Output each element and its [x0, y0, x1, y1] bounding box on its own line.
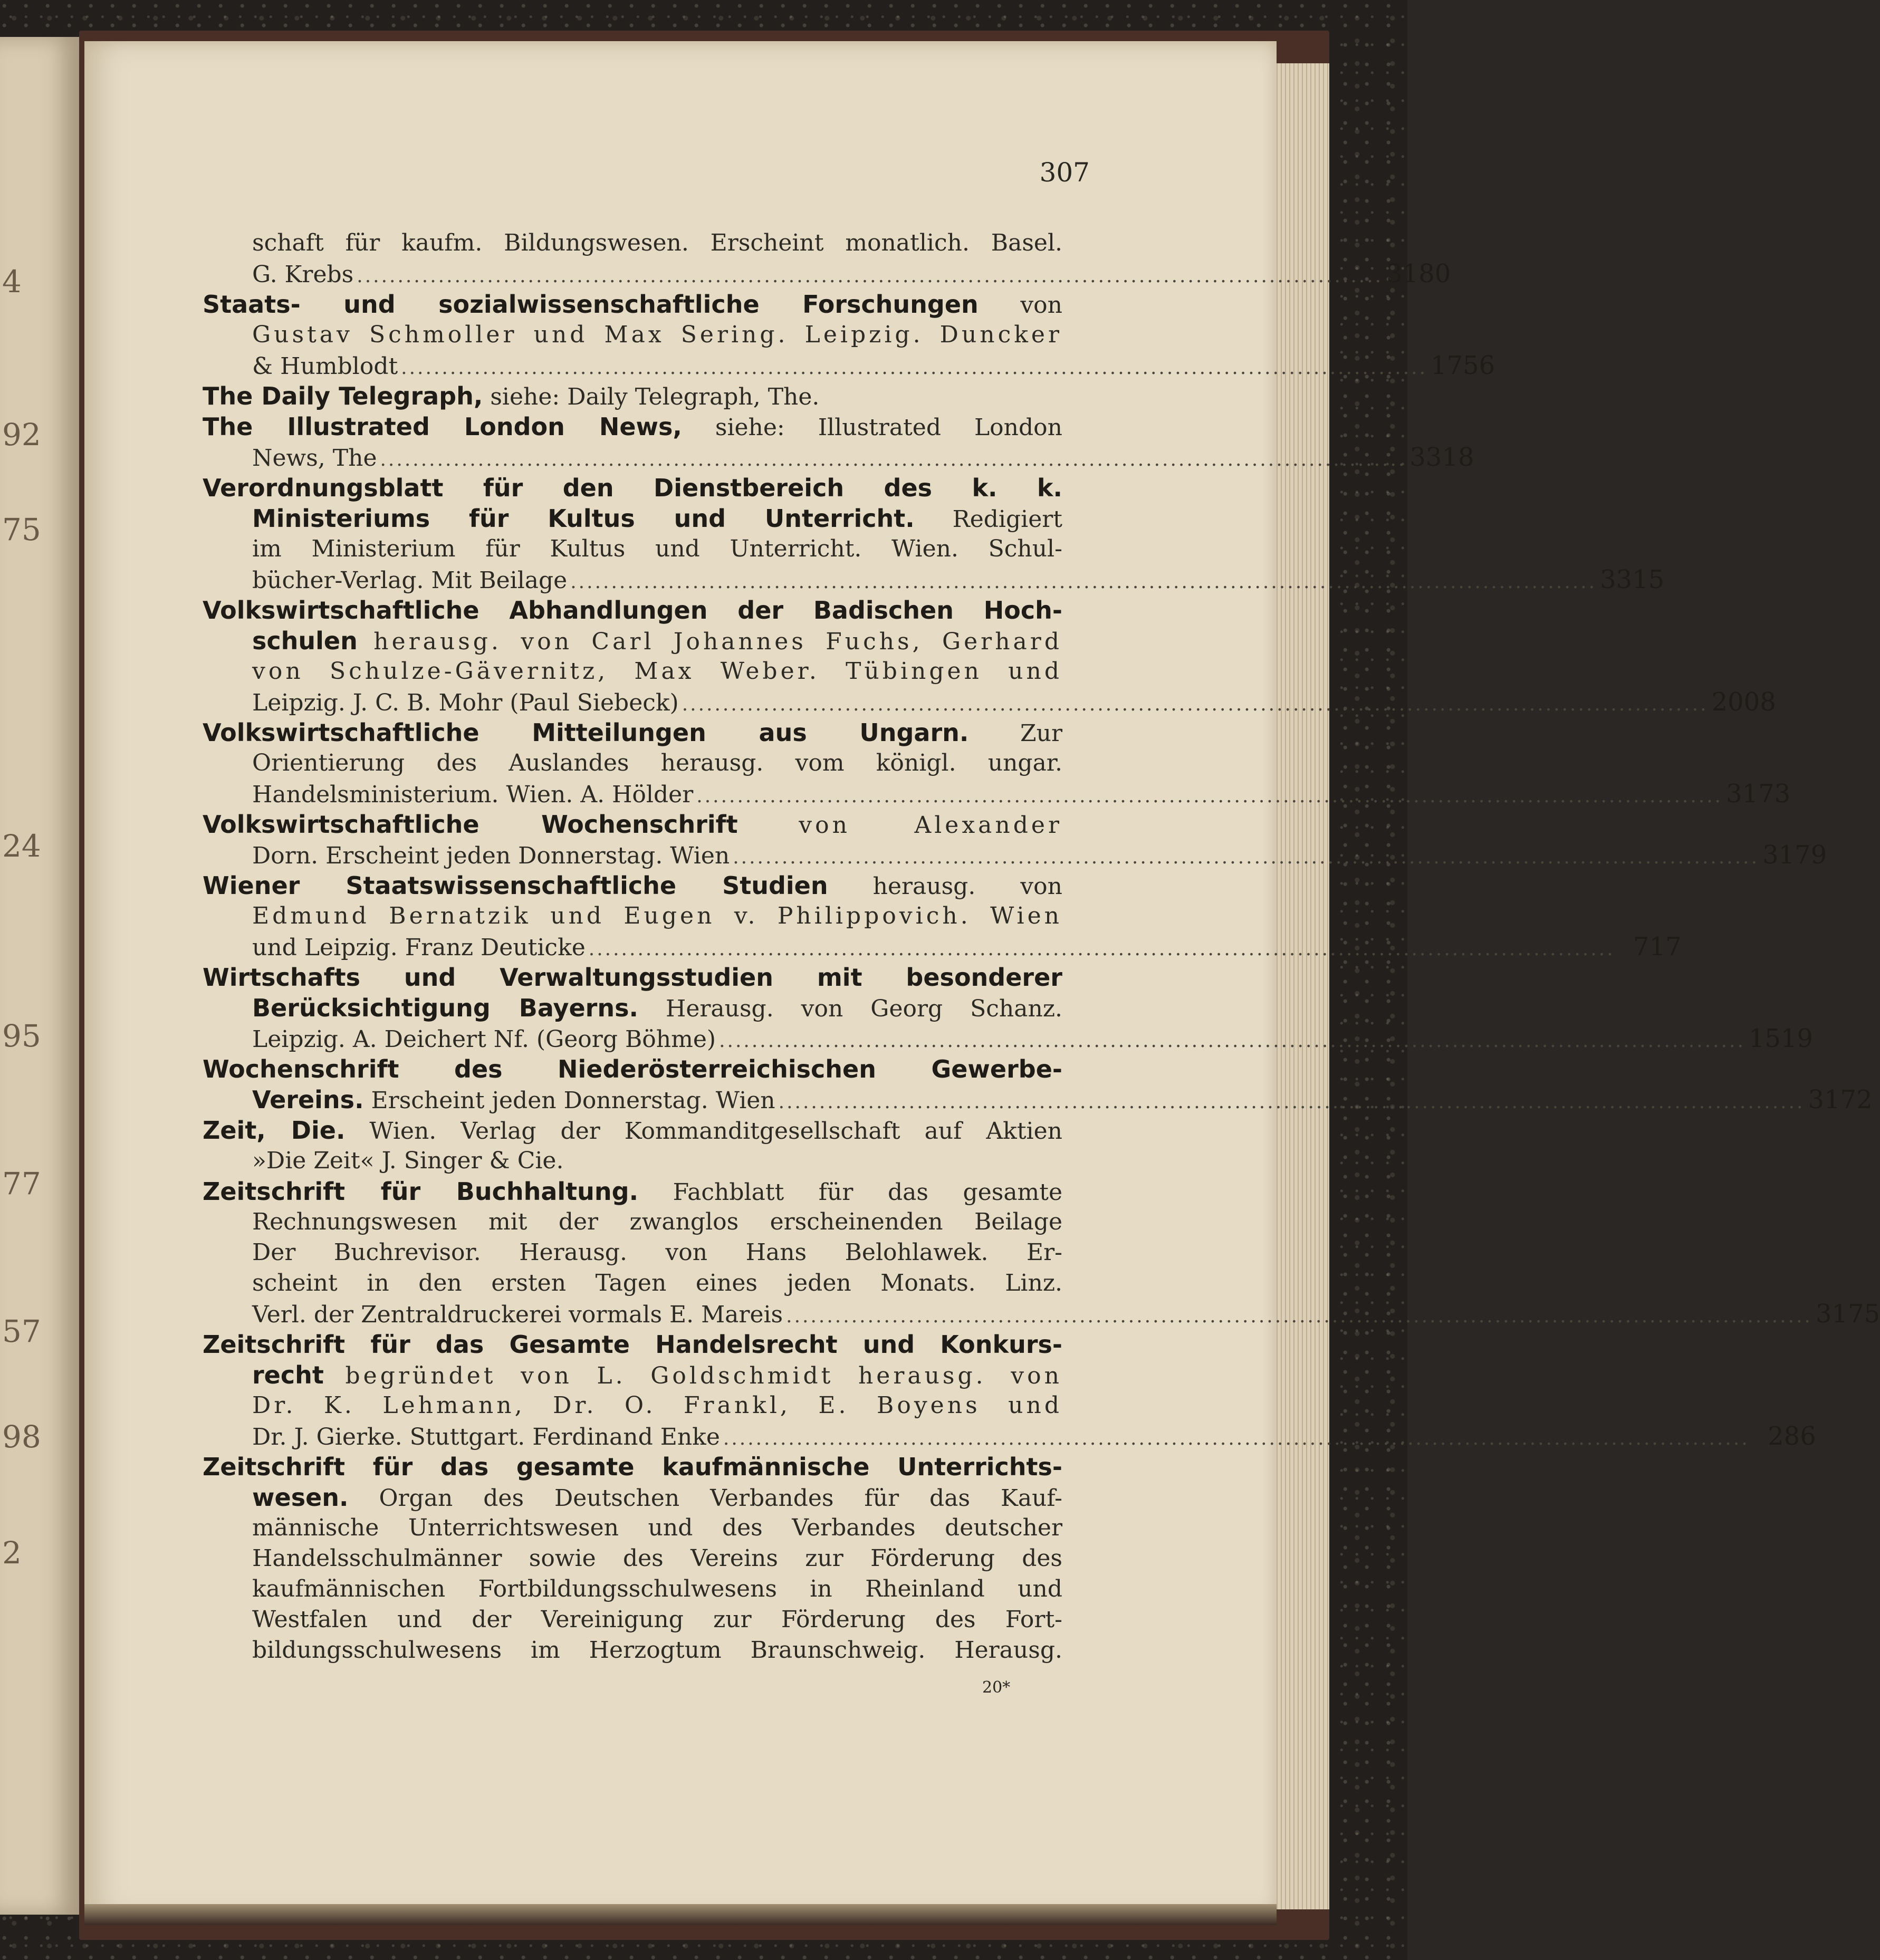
- entry-line: »Die Zeit« J. Singer & Cie.: [252, 1147, 564, 1174]
- entry-line: Handelsministerium. Wien. A. Hölder .............................................................................................................................. 3173: [252, 779, 1791, 809]
- left-page-fragment: 24: [2, 828, 41, 864]
- entry-title-line: Zeitschrift für das Gesamte Handelsrecht und Konkurs-: [203, 1330, 1062, 1359]
- page-reference: 3179: [1762, 840, 1827, 870]
- page-reference: 3180: [1386, 259, 1451, 289]
- entry-line: im Ministerium für Kultus und Unterricht. Wien. Schul-: [252, 535, 1062, 562]
- entry-title-line: Zeitschrift für das gesamte kaufmännische Unterrichts-: [203, 1453, 1062, 1481]
- entry-line: bildungsschulwesens im Herzogtum Braunschweig. Herausg.: [252, 1637, 1062, 1664]
- entry-title-line: Zeit, Die. Wien. Verlag der Kommanditgesellschaft auf Aktien: [203, 1116, 1062, 1145]
- entry-line: Dr. J. Gierke. Stuttgart. Ferdinand Enke .............................................................................................................................. 286: [252, 1421, 1816, 1451]
- page-reference: 1519: [1748, 1024, 1814, 1053]
- entry-title-line: Wiener Staatswissenschaftliche Studien herausg. von: [203, 871, 1062, 900]
- entry-line: Leipzig. J. C. B. Mohr (Paul Siebeck) .............................................................................................................................. 2008: [252, 687, 1776, 717]
- entry-title-line: The Illustrated London News, siehe: Illustrated London: [203, 412, 1062, 441]
- entry-title-line: Zeitschrift für Buchhaltung. Fachblatt für das gesamte: [203, 1177, 1062, 1206]
- left-page-fragment: 2: [2, 1535, 22, 1571]
- entry-title-line: Volkswirtschaftliche Mitteilungen aus Ungarn. Zur: [203, 718, 1062, 747]
- page-bottom-shadow: [84, 1904, 1277, 1925]
- entry-title-line: The Daily Telegraph, siehe: Daily Telegraph, The.: [203, 382, 820, 410]
- entry-line: Vereins. Erscheint jeden Donnerstag. Wien .............................................................................................................................. 3172: [252, 1085, 1873, 1114]
- entry-line: wesen. Organ des Deutschen Verbandes für das Kauf-: [252, 1483, 1062, 1512]
- entry-line: schaft für kaufm. Bildungswesen. Erscheint monatlich. Basel.: [252, 229, 1062, 256]
- entry-line: bücher-Verlag. Mit Beilage .............................................................................................................................. 3315: [252, 565, 1665, 594]
- entry-line: News, The .............................................................................................................................. 3318: [252, 443, 1474, 472]
- entry-title-line: Wirtschafts und Verwaltungsstudien mit besonderer: [203, 963, 1062, 992]
- left-page-fragment: 4: [2, 264, 22, 300]
- entry-title-line: Volkswirtschaftliche Abhandlungen der Badischen Hoch-: [203, 596, 1062, 624]
- page-reference: 3172: [1808, 1085, 1873, 1114]
- left-page-fragment: 77: [2, 1166, 41, 1202]
- page-reference: 717: [1633, 932, 1682, 962]
- entry-line: von Schulze-Gävernitz, Max Weber. Tübingen und: [252, 658, 1062, 685]
- entry-line: scheint in den ersten Tagen eines jeden Monats. Linz.: [252, 1270, 1062, 1296]
- entry-title-line: Staats- und sozialwissenschaftliche Forschungen von: [203, 290, 1062, 319]
- left-page-fragment: 98: [2, 1419, 41, 1455]
- facing-left-page-edge: [0, 37, 79, 1915]
- entry-line: Verl. der Zentraldruckerei vormals E. Mareis .............................................................................................................................. 3175: [252, 1299, 1880, 1329]
- entry-line: Edmund Bernatzik und Eugen v. Philippovich. Wien: [252, 902, 1062, 929]
- entry-line: kaufmännischen Fortbildungsschulwesens in Rheinland und: [252, 1575, 1062, 1602]
- entry-line: Orientierung des Auslandes herausg. vom königl. ungar.: [252, 750, 1062, 776]
- entry-line: Westfalen und der Vereinigung zur Förderung des Fort-: [252, 1606, 1062, 1633]
- page-reference: 3315: [1600, 565, 1665, 594]
- page-reference: 3173: [1726, 779, 1791, 809]
- left-page-fragment: 95: [2, 1018, 41, 1054]
- entry-line: Dr. K. Lehmann, Dr. O. Frankl, E. Boyens und: [252, 1392, 1062, 1419]
- entry-title-line: Berücksichtigung Bayerns. Herausg. von Georg Schanz.: [252, 994, 1062, 1022]
- page-reference: 286: [1768, 1421, 1816, 1451]
- page-number: 307: [1039, 157, 1090, 188]
- left-page-fragment: 92: [2, 417, 41, 453]
- entry-line: männische Unterrichtswesen und des Verbandes deutscher: [252, 1514, 1062, 1541]
- entry-line: G. Krebs .............................................................................................................................. 3180: [252, 259, 1451, 289]
- entry-line: Rechnungswesen mit der zwanglos erscheinenden Beilage: [252, 1208, 1062, 1235]
- page-reference: 3175: [1816, 1299, 1880, 1329]
- entry-line: recht begründet von L. Goldschmidt herausg. von: [252, 1361, 1062, 1389]
- entry-title-line: Volkswirtschaftliche Wochenschrift von Alexander: [203, 810, 1062, 839]
- entry-title-line: Wochenschrift des Niederösterreichischen Gewerbe-: [203, 1055, 1062, 1083]
- page-reference: 1756: [1431, 351, 1495, 380]
- page-reference: 2008: [1711, 687, 1776, 717]
- entry-line: Leipzig. A. Deichert Nf. (Georg Böhme) .............................................................................................................................. 1519: [252, 1024, 1814, 1053]
- entry-title-line: Ministeriums für Kultus und Unterricht. Redigiert: [252, 504, 1062, 533]
- entry-line: schulen herausg. von Carl Johannes Fuchs, Gerhard: [252, 627, 1062, 655]
- left-page-fragment: 75: [2, 512, 41, 547]
- entry-line: & Humblodt .............................................................................................................................. 1756: [252, 351, 1495, 380]
- left-page-fragment: 57: [2, 1313, 41, 1349]
- index-listing: [203, 228, 1880, 1666]
- entry-line: und Leipzig. Franz Deuticke .............................................................................................................................. 717: [252, 932, 1682, 962]
- entry-line: Der Buchrevisor. Herausg. von Hans Belohlawek. Er-: [252, 1239, 1062, 1266]
- entry-title-line: Verordnungsblatt für den Dienstbereich des k. k.: [203, 474, 1062, 502]
- entry-line: Handelsschulmänner sowie des Vereins zur Förderung des: [252, 1545, 1062, 1572]
- signature-mark: 20*: [982, 1678, 1011, 1697]
- page-reference: 3318: [1409, 443, 1474, 472]
- entry-line: Gustav Schmoller und Max Sering. Leipzig. Duncker: [252, 321, 1062, 348]
- entry-line: Dorn. Erscheint jeden Donnerstag. Wien .............................................................................................................................. 3179: [252, 840, 1827, 870]
